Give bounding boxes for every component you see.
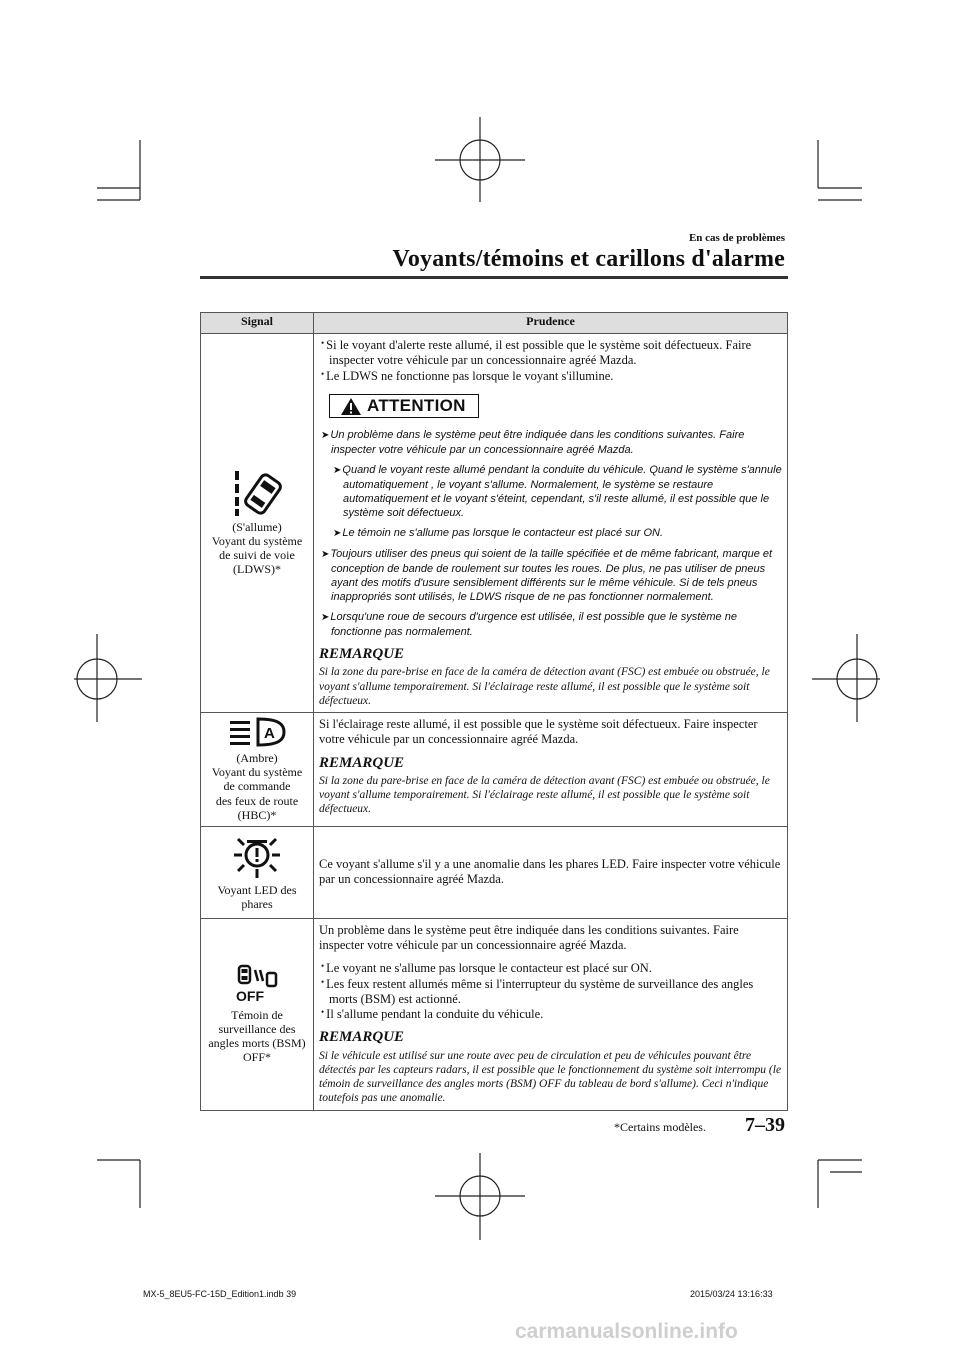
caution-header: Prudence [314,313,788,334]
signal-cell [201,918,314,1110]
attention-box [329,394,479,419]
lane-departure-icon [231,470,283,516]
watermark: carmanualsonline.info [515,1320,738,1343]
table-header-row [201,313,788,334]
warning-item: ➤Toujours utiliser des pneus qui soient de la taille spécifiée et de même fabricant, marque et conception de bande de roulement sur toutes les roues. De plus, ne pas utiliser de pneus ayant des motifs d'usure sensiblement différents sur le même véhicule. Si de tels pneus inappropriés sont utilisés, le LDWS risque de ne pas fonctionner normalement. [321,548,773,604]
table-row [201,713,788,827]
remarque-heading: REMARQUE [319,646,405,663]
attention-label: ATTENTION [367,395,466,415]
bullet-item: • Le LDWS ne fonctionne pas lorsque le voyant s'illumine. [319,369,782,384]
signal-line: (LDWS)* [233,562,281,577]
warning-text: Lorsqu'une roue de secours d'urgence est utilisée, il est possible que le système ne fonctionne pas normalement. [330,611,737,639]
warning-text: Le témoin ne s'allume pas lorsque le contacteur est placé sur ON. [342,527,664,540]
led-headlight-warning-icon [232,833,282,879]
signal-line: de suivi de voie [219,548,295,563]
caution-cell [314,334,788,713]
caution-text: Si l'éclairage reste allumé, il est possible que le système soit défectueux. Faire inspecter votre véhicule par un concessionnaire agréé Mazda. [319,717,758,747]
signal-line: angles morts (BSM) [208,1036,306,1051]
svg-text:A: A [264,725,275,743]
signal-line: (S'allume) [232,519,282,534]
warning-text: Quand le voyant reste allumé pendant la conduite du véhicule. Quand le système s'annule automatiquement , le voyant s'allume. Normalement, le système se restaure automatiquement et le voyant s'éteint, cependant, s'il reste allumé, il est possible que le système soit défectueux. [342,464,782,520]
warning-triangle-icon [340,397,362,416]
signal-line: phares [241,897,273,912]
signal-line: Voyant LED des [217,883,297,898]
table-row [201,918,788,1110]
bsm-off-icon [234,964,280,1004]
bullet-item: • Les feux restent allumés même si l'interrupteur du système de surveillance des angles morts (BSM) est actionné. [319,977,782,1008]
signal-line: des feux de route [215,793,299,808]
signal-line: Voyant du système [211,765,303,780]
signal-line: (HBC)* [237,807,277,822]
header-rule [200,276,788,279]
warning-item: ➤Lorsqu'une roue de secours d'urgence est utilisée, il est possible que le système ne fonctionne pas normalement. [321,611,737,639]
signal-cell [201,826,314,918]
remarque-text: Si la zone du pare-brise en face de la caméra de détection avant (FSC) est embuée ou obstruée, le voyant s'allume temporairement. Si l'éclairage reste allumé, il est possible que le système soit défectueux. [319,666,770,707]
remarque-heading: REMARQUE [319,1029,405,1046]
remarque-text: Si le véhicule est utilisé sur une route avec peu de circulation et peu de véhicules pouvant être détectés par les capteurs radars, il est possible que le fonctionnement du système soit interrompu (le témoin de surveillance des angles morts (BSM) OFF du tableau de bord s'allume). Ceci n'indique toutefois pas une anomalie. [319,1049,782,1105]
caution-intro: Un problème dans le système peut être indiquée dans les conditions suivantes. Faire inspecter votre véhicule par un concessionnaire agréé Mazda. [319,922,739,953]
signal-header: Signal [201,313,314,334]
signal-line: Voyant du système [211,533,303,548]
signal-cell [201,334,314,713]
bullet-item: • Il s'allume pendant la conduite du véhicule. [319,1007,782,1022]
footnote: *Certains modèles. [614,1120,706,1134]
signal-cell [201,713,314,827]
section-label: En cas de problèmes [688,232,785,244]
bullet-item: • Si le voyant d'alerte reste allumé, il est possible que le système soit défectueux. Faire inspecter votre véhicule par un concessionnaire agréé Mazda. [319,338,782,369]
warning-item: ➤Un problème dans le système peut être indiquée dans les conditions suivantes. Faire inspecter votre véhicule par un concessionnaire agréé Mazda. [321,429,745,457]
warning-item: ➤Quand le voyant reste allumé pendant la conduite du véhicule. Quand le système s'annule automatiquement , le voyant s'allume. Normalement, le système se restaure automatiquement et le voyant s'éteint, cependant, s'il reste allumé, il est possible que le système soit défectueux. [333,464,782,520]
signal-line: de commande [223,779,291,794]
signal-line: Témoin de [231,1008,283,1022]
remarque-text: Si la zone du pare-brise en face de la caméra de détection avant (FSC) est embuée ou obstruée, le voyant s'allume temporairement. Si l'éclairage reste allumé, il est possible que le système soit défectueux. [319,774,770,816]
caution-cell [314,826,788,918]
caution-cell [314,918,788,1110]
remarque-heading: REMARQUE [319,754,405,771]
warning-text: Un problème dans le système peut être indiquée dans les conditions suivantes. Faire inspecter votre véhicule par un concessionnaire agréé Mazda. [330,429,745,457]
warning-item: ➤Le témoin ne s'allume pas lorsque le contacteur est placé sur ON. [333,527,664,540]
imprint-date: 2015/03/24 13:16:33 [690,1289,773,1299]
svg-text:OFF: OFF [236,988,264,1004]
page-title: Voyants/témoins et carillons d'alarme [392,246,785,272]
warning-lights-table [200,312,788,1111]
caution-cell [314,713,788,827]
imprint-file: MX-5_8EU5-FC-15D_Edition1.indb 39 [143,1289,297,1299]
page-number: 7–39 [745,1114,785,1136]
signal-line: OFF* [242,1050,271,1065]
signal-line: (Ambre) [236,751,278,766]
warning-text: Toujours utiliser des pneus qui soient de la taille spécifiée et de même fabricant, marque et conception de bande de roulement sur toutes les roues. De plus, ne pas utiliser de pneus ayant des motifs d'usure sensiblement différents sur le même véhicule. Si de tels pneus inappropriés sont utilisés, le LDWS risque de ne pas fonctionner normalement. [330,548,773,604]
bullet-item: • Le voyant ne s'allume pas lorsque le contacteur est placé sur ON. [319,961,782,976]
table-row [201,826,788,918]
table-row [201,334,788,713]
signal-line: surveillance des [218,1022,296,1037]
caution-text: Ce voyant s'allume s'il y a une anomalie dans les phares LED. Faire inspecter votre véhicule par un concessionnaire agréé Mazda. [319,857,781,887]
high-beam-auto-icon [228,717,286,747]
